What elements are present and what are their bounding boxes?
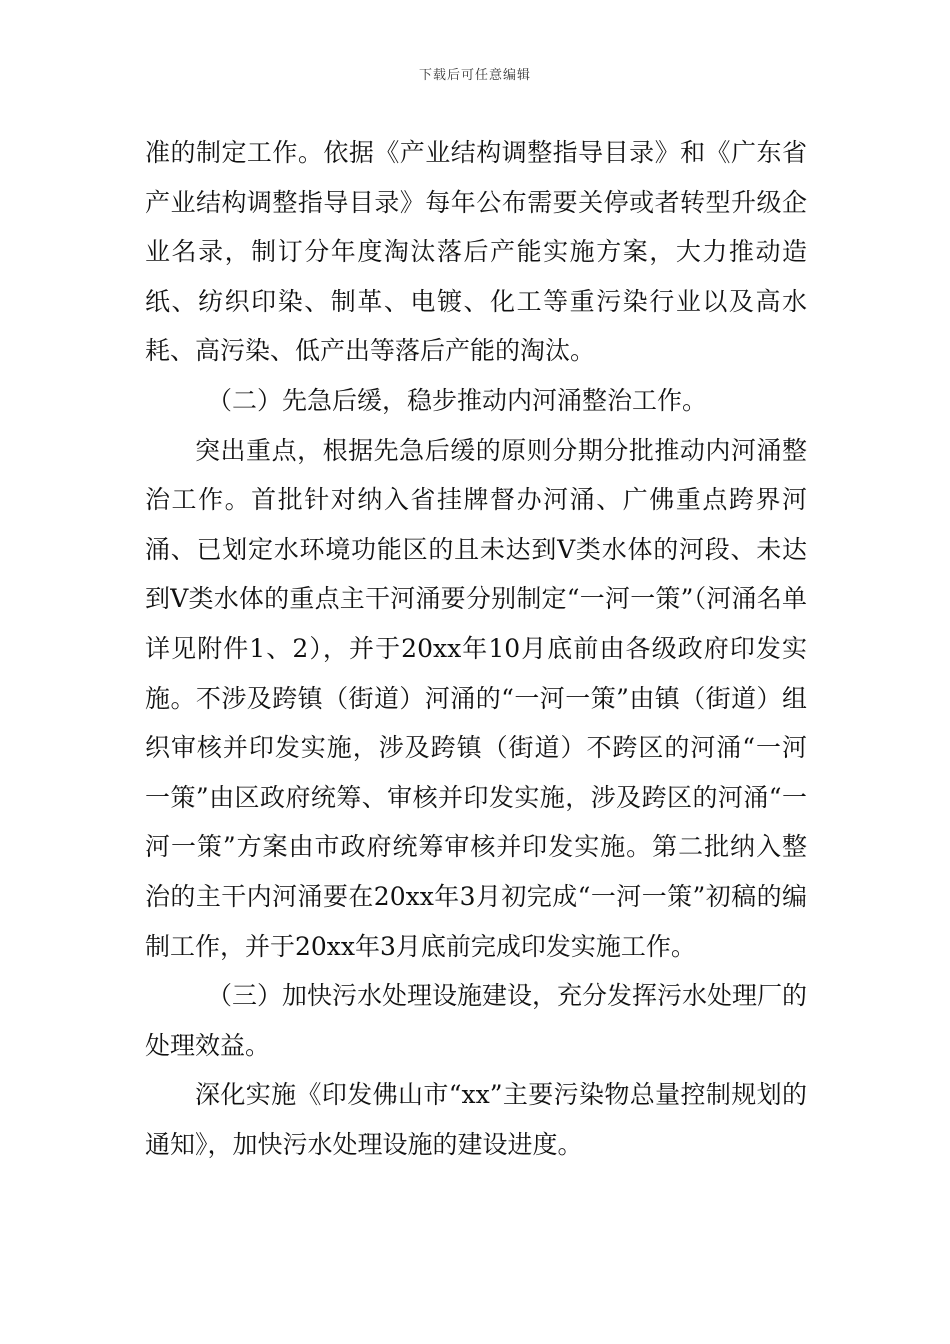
section-heading-2: （二）先急后缓，稳步推动内河涌整治工作。 — [207, 385, 708, 415]
section-heading-3: （三）加快污水处理设施建设，充分发挥污水处理厂的处理效益。 — [145, 981, 808, 1060]
paragraph-continuation: 准的制定工作。依据《产业结构调整指导目录》和《广东省产业结构调整指导目录》每年公布需要关停或者转型升级企业名录，制订分年度淘汰落后产能实施方案，大力推动造纸、纺织印染、制革、电镀、化工等重污染行业以及高水耗、高污染、低产出等落后产能的淘汰。 — [145, 138, 807, 366]
paragraph-river-remediation: 突出重点，根据先急后缓的原则分期分批推动内河涌整治工作。首批针对纳入省挂牌督办河涌、广佛重点跨界河涌、已划定水环境功能区的且未达到Ⅴ类水体的河段、未达到Ⅴ类水体的重点主干河涌要分别制定“一河一策”（河涌名单详见附件1、2），并于20xx年10月底前由各级政府印发实施。不涉及跨镇（街道）河涌的“一河一策”由镇（街道）组织审核并印发实施，涉及跨镇（街道）不跨区的河涌“一河一策”由区政府统筹、审核并印发实施，涉及跨区的河涌“一河一策”方案由市政府统筹审核并印发实施。第二批纳入整治的主干内河涌要在20xx年3月初完成“一河一策”初稿的编制工作，并于20xx年3月底前完成印发实施工作。 — [145, 435, 807, 961]
page-header: 下载后可任意编辑 — [418, 68, 531, 83]
document-body — [145, 128, 807, 1169]
paragraph-sewage-facilities: 深化实施《印发佛山市“xx”主要污染物总量控制规划的通知》，加快污水处理设施的建设进度。 — [145, 1080, 807, 1159]
